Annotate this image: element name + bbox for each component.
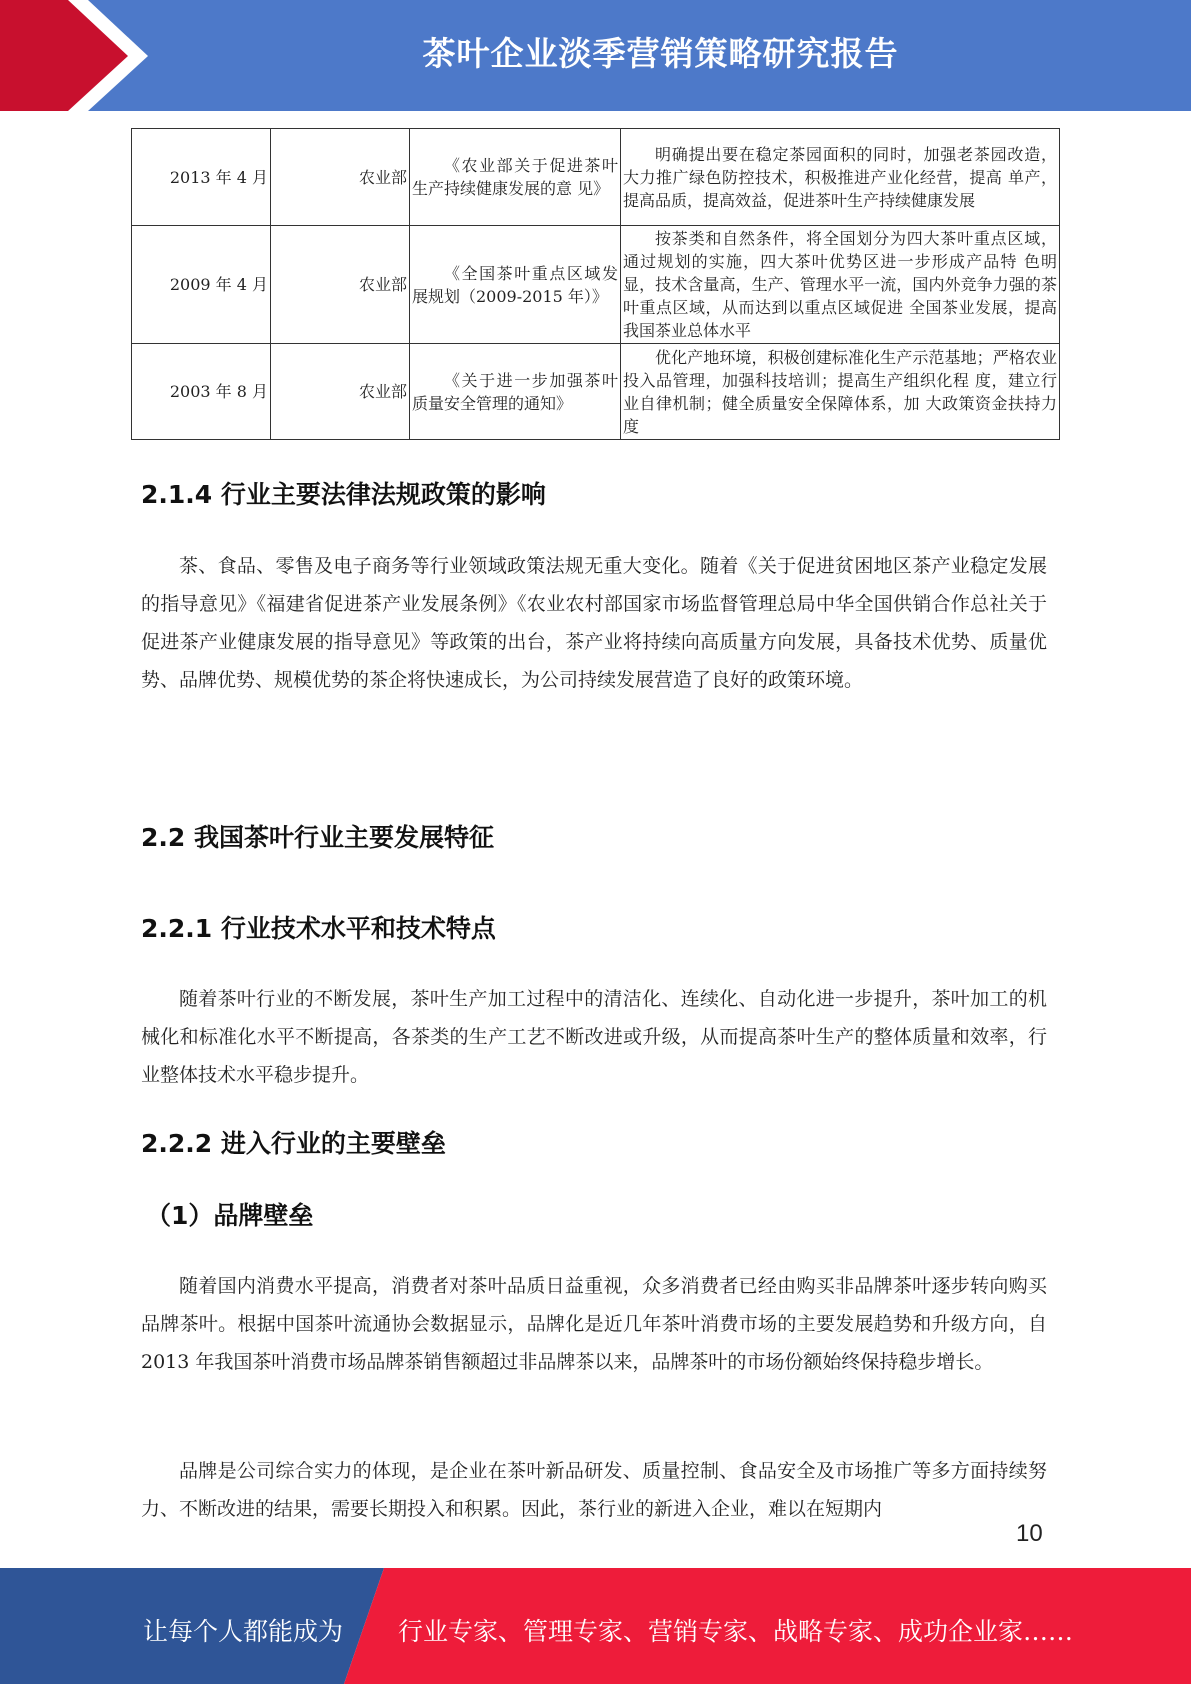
footer-slogan-left: 让每个人都能成为 — [143, 1617, 344, 1646]
doc-description: 明确提出要在稳定茶园面积的同时，加强老茶园改造， 大力推广绿色防控技术，积极推进产业化经营，提高 单产，提高品质，提高效益，促进茶叶生产持续健康发展 — [623, 144, 1057, 210]
table-row — [132, 129, 1060, 226]
table-cell-date: 2013 年 4 月 — [132, 129, 271, 226]
table-cell-doc — [410, 129, 621, 226]
table-cell-desc — [621, 129, 1060, 226]
page-number: 10 — [1016, 1520, 1043, 1547]
footer-slogan-right: 行业专家、管理专家、营销专家、战略专家、成功企业家…… — [398, 1617, 1074, 1646]
paragraph-2-2-1: 随着茶叶行业的不断发展，茶叶生产加工过程中的清洁化、连续化、自动化进一步提升，茶叶加工的机械化和标准化水平不断提高，各茶类的生产工艺不断改进或升级，从而提高茶叶生产的整体质量和效率，行业整体技术水平稳步提升。 — [141, 988, 1047, 1086]
doc-description: 优化产地环境，积极创建标准化生产示范基地；严格农业投入品管理，加强科技培训；提高生产组织化程 度，建立行业自律机制；健全质量安全保障体系，加 大政策资金扶持力度 — [623, 347, 1057, 436]
table-cell-org: 农业部 — [271, 226, 410, 344]
paragraph-brand-1: 随着国内消费水平提高，消费者对茶叶品质日益重视，众多消费者已经由购买非品牌茶叶逐步转向购买品牌茶叶。根据中国茶叶流通协会数据显示，品牌化是近几年茶叶消费市场的主要发展趋势和升级方向，自 2013 年我国茶叶消费市场品牌茶销售额超过非品牌茶以来，品牌茶叶的市场份额始终保持稳步增长。 — [141, 1275, 1047, 1373]
policy-table — [131, 128, 1060, 440]
heading-2-2-2: 2.2.2 进入行业的主要壁垒 — [141, 1129, 446, 1158]
table-cell-date: 2003 年 8 月 — [132, 344, 271, 440]
report-title: 茶叶企业淡季营销策略研究报告 — [422, 34, 899, 73]
table-row — [132, 344, 1060, 440]
table-cell-date: 2009 年 4 月 — [132, 226, 271, 344]
doc-title: 《关于进一步加强茶叶 质量安全管理的通知》 — [412, 370, 618, 413]
paragraph-brand-2: 品牌是公司综合实力的体现，是企业在茶叶新品研发、质量控制、食品安全及市场推广等多方面持续努力、不断改进的结果，需要长期投入和积累。因此，茶行业的新进入企业，难以在短期内 — [141, 1460, 1047, 1520]
page-footer — [0, 1568, 1191, 1684]
table-cell-doc — [410, 226, 621, 344]
paragraph-2-1-4: 茶、食品、零售及电子商务等行业领域政策法规无重大变化。随着《关于促进贫困地区茶产业稳定发展的指导意见》《福建省促进茶产业发展条例》《农业农村部国家市场监督管理总局中华全国供销合作总社关于促进茶产业健康发展的指导意见》等政策的出台，茶产业将持续向高质量方向发展，具备技术优势、质量优势、品牌优势、规模优势的茶企将快速成长，为公司持续发展营造了良好的政策环境。 — [141, 555, 1047, 691]
doc-title: 《农业部关于促进茶叶 生产持续健康发展的意 见》 — [412, 156, 618, 198]
heading-2-1-4: 2.1.4 行业主要法律法规政策的影响 — [141, 480, 546, 509]
table-cell-doc — [410, 344, 621, 440]
table-cell-desc — [621, 226, 1060, 344]
doc-description: 按茶类和自然条件，将全国划分为四大茶叶重点区域， 通过规划的实施，四大茶叶优势区进一步形成产品特 色明显，技术含量高，生产、管理水平一流，国内外竞争力强的茶叶重点区域，从而达到以重点区域促进 全国茶业发展，提高我国茶业总体水平 — [623, 229, 1057, 340]
table-row — [132, 226, 1060, 344]
page-header — [0, 0, 1191, 111]
heading-2-2-1: 2.2.1 行业技术水平和技术特点 — [141, 914, 496, 943]
heading-brand-barrier: （1）品牌壁垒 — [146, 1201, 314, 1230]
table-cell-org: 农业部 — [271, 129, 410, 226]
table-cell-org: 农业部 — [271, 344, 410, 440]
heading-2-2: 2.2 我国茶叶行业主要发展特征 — [141, 823, 494, 852]
doc-title: 《全国茶叶重点区域发 展规划（2009-2015 年）》 — [412, 263, 618, 306]
table-cell-desc — [621, 344, 1060, 440]
